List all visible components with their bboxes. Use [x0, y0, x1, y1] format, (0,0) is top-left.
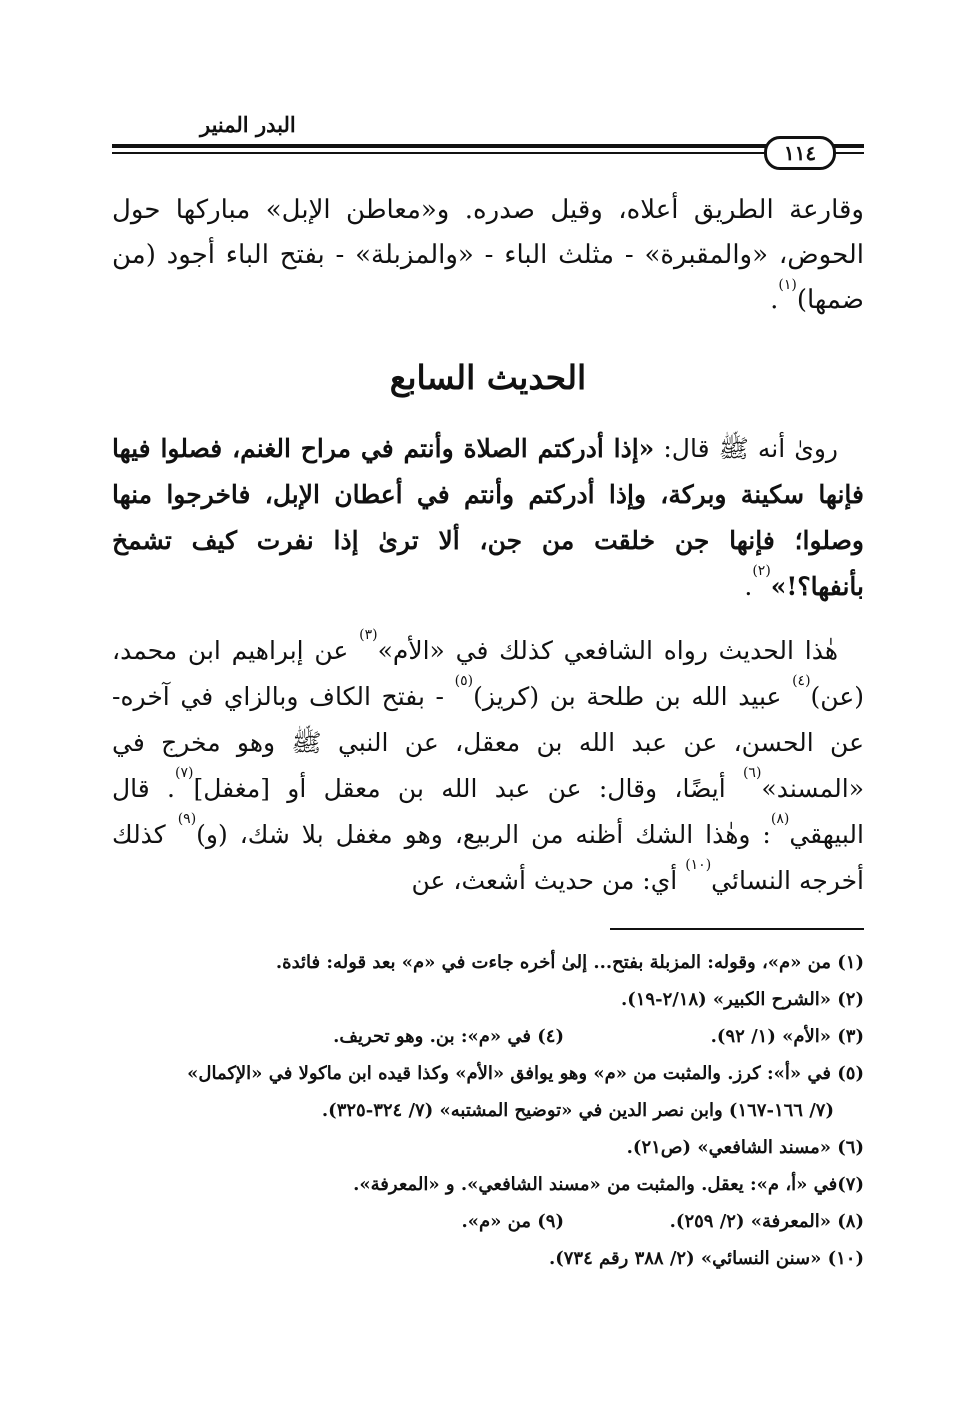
- paragraph-1-text: وقارعة الطريق أعلاه، وقيل صدره. و«معاطن الإبل» مباركها حول الحوض، «والمقبرة» - مثلث الباء - «والمزبلة» - بفتح الباء أجود (من ضمها): [112, 195, 864, 315]
- footnote-row-3-4: [112, 1018, 864, 1055]
- page-header: [112, 112, 864, 165]
- commentary-text: عبيد الله بن طلحة بن (كريز): [473, 682, 793, 711]
- book-title: البدر المنير: [200, 112, 296, 137]
- footnote-6: (٦) «مسند الشافعي» (ص٢١).: [626, 1137, 864, 1158]
- footnote-10: (١٠) «سنن النسائي» (٢/ ٣٨٨ رقم ٧٣٤).: [548, 1248, 864, 1269]
- footnote-ref-4: (٤): [792, 673, 811, 689]
- header-rule-thin: [112, 152, 864, 154]
- commentary-text: هٰذا الحديث رواه الشافعي كذلك في «الأم»: [377, 636, 838, 665]
- footnote-5-continued: (٧/ ١٦٦-١٦٧) وابن نصر الدين في «توضيح المشتبه» (٧/ ٣٢٤-٣٢٥).: [321, 1100, 834, 1121]
- paragraph-1-end: .: [770, 285, 779, 315]
- footnote-4: (٤) في «م»: بن. وهو تحريف.: [333, 1026, 564, 1047]
- commentary-text: أي: من حديث أشعث، عن: [411, 866, 686, 895]
- commentary-text: - بفتح الكاف وبالزاي في آخره- عن الحسن، عن عبد الله بن معقل، عن النبي ﷺ وهو مخرج في «المسند»: [112, 682, 864, 803]
- footnote-ref-5: (٥): [454, 673, 474, 689]
- footnote-ref-10: (١٠): [685, 857, 712, 873]
- footnote-1: (١) من «م»، وقوله: المزبلة بفتح... إلىٰ أخره جاءت في «م» بعد قوله: فائدة.: [275, 952, 864, 973]
- footnote-5: (٥) في «أ»: كرز. والمثبت من «م» وهو يوافق «الأم» وكذا قيده ابن ماكولا في «الإكمال»: [187, 1063, 864, 1084]
- commentary-paragraph: [112, 628, 864, 904]
- footnote-9: (٩) من «م».: [461, 1211, 564, 1232]
- header-rule-thick: [112, 144, 864, 148]
- footnotes: [112, 944, 864, 1277]
- footnote-ref-7: (٧): [174, 765, 194, 781]
- hadith-end: .: [744, 572, 753, 601]
- footnote-ref-3: (٣): [359, 627, 378, 643]
- footnote-ref-1: (١): [778, 277, 797, 293]
- footnote-7: (٧)في «أ، م»: يعقل. والمثبت من «مسند الشافعي». و «المعرفة».: [353, 1174, 864, 1195]
- commentary-text: : وهٰذا الشك أظنه من الربيع، وهو مغفل بلا شك، (و): [196, 820, 771, 849]
- commentary-text: كذلك أخرجه النسائي: [112, 820, 864, 895]
- footnote-divider: [610, 928, 864, 930]
- footnote-ref-8: (٨): [770, 811, 790, 827]
- footnote-ref-6: (٦): [742, 765, 762, 781]
- footnote-ref-2: (٢): [752, 563, 771, 579]
- hadith-quote: «إذا أدركتم الصلاة وأنتم في مراح الغنم، فصلوا فيها فإنها سكينة وبركة، وإذا أدركتم وأنتم في أعطان الإبل، فاخرجوا منها وصلوا؛ فإنها جن خلقت من جن، ألا ترىٰ إذا نفرت كيف تشمخ بأنفها؟!»: [112, 434, 864, 601]
- hadith-intro: روىٰ أنه ﷺ قال:: [654, 434, 838, 463]
- paragraph-1: [112, 188, 864, 323]
- commentary-text: عن إبراهيم ابن محمد، (عن): [112, 636, 864, 711]
- commentary-text: . قال البيهقي: [112, 774, 864, 849]
- footnote-8: (٨) «المعرفة» (٢/ ٢٥٩).: [669, 1211, 864, 1232]
- commentary-text: أيضًا، وقال: عن عبد الله بن معقل أو [مغفل]: [193, 774, 743, 803]
- footnote-2: (٢) «الشرح الكبير» (٢/١٨-١٩).: [620, 989, 864, 1010]
- section-heading: الحديث السابع: [389, 358, 587, 397]
- hadith-paragraph: [112, 426, 864, 610]
- footnote-3: (٣) «الأم» (١/ ٩٢).: [710, 1026, 864, 1047]
- footnote-ref-9: (٩): [177, 811, 197, 827]
- page-number: ١١٤: [764, 136, 836, 170]
- footnote-row-8-9: [112, 1203, 864, 1240]
